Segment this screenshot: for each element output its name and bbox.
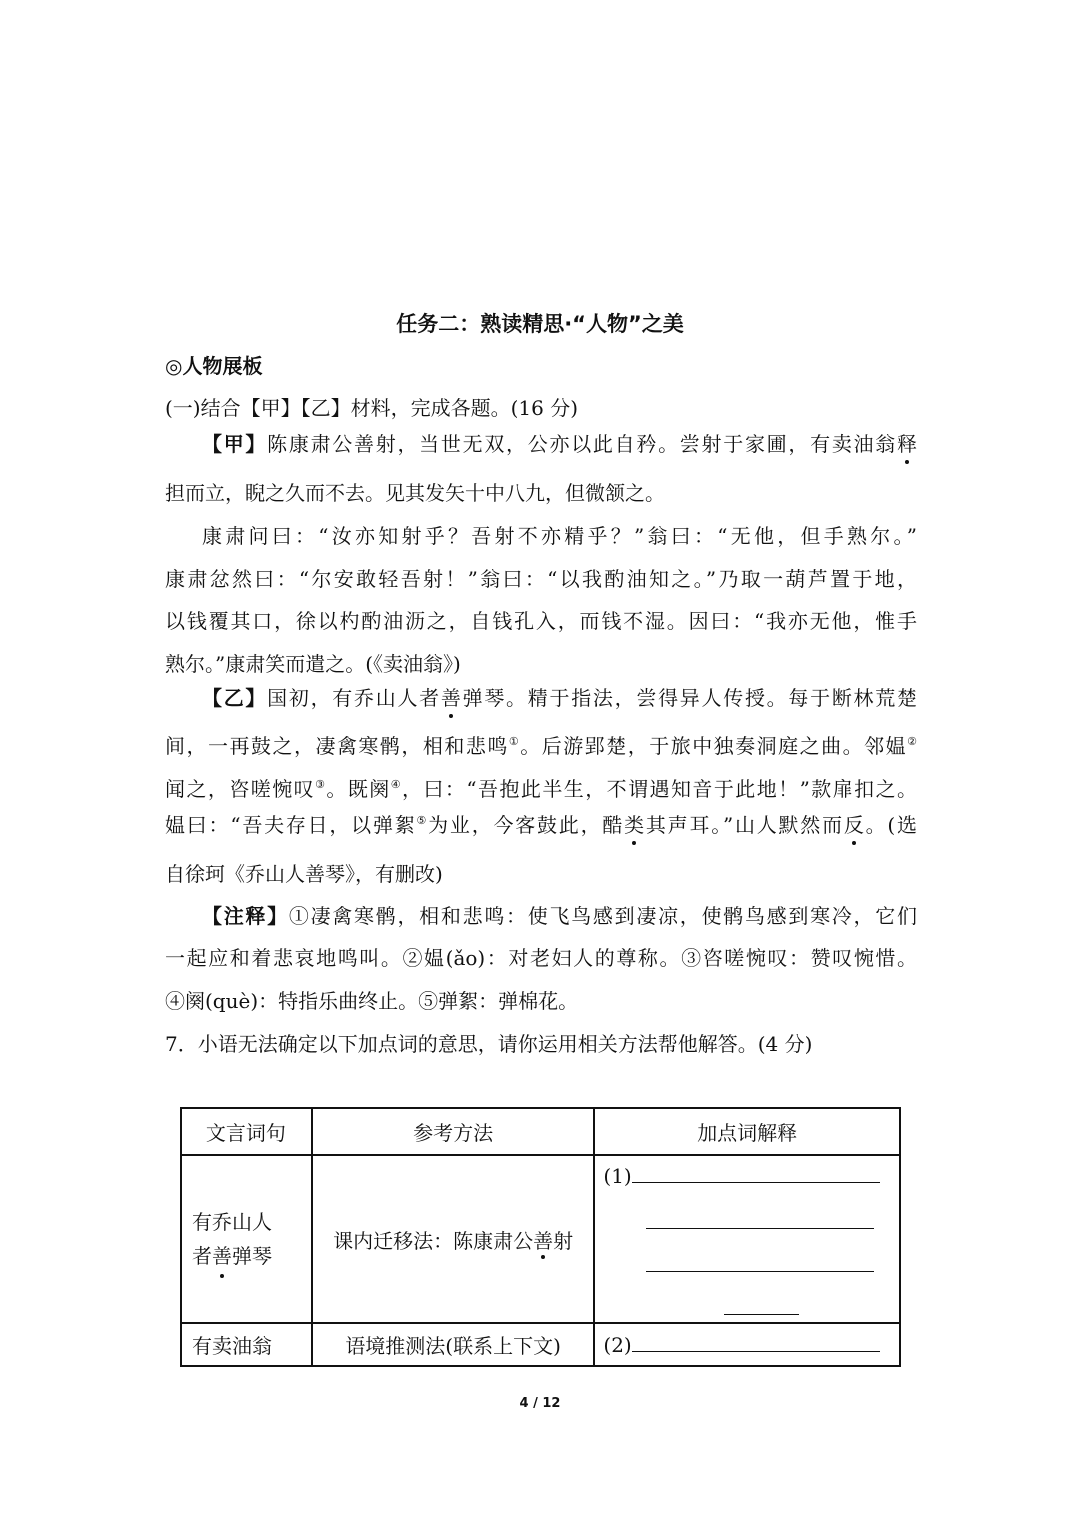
- jia-line-2: 担而立，睨之久而不去。见其发矢十中八九，但微颔之。: [165, 481, 665, 505]
- jia-line-4: 康肃忿然曰：“尔安敢轻吾射！”翁曰：“以我酌油知之。”乃取一葫芦置于地，: [165, 567, 917, 591]
- table-header: 加点词解释: [594, 1108, 900, 1155]
- page-number: 4 / 12: [519, 1396, 561, 1411]
- jia-line-6: 熟尔。”康肃笑而遣之。(《卖油翁》): [165, 652, 461, 676]
- yi-line-5: 自徐珂《乔山人善琴》，有删改): [165, 862, 443, 886]
- notes-line-1: 【注释】①凄禽寒鹘，相和悲鸣：使飞鸟感到凄凉，使鹘鸟感到寒冷，它们: [202, 904, 917, 928]
- answer-table: [180, 1107, 901, 1367]
- yi-line-2: 间，一再鼓之，凄禽寒鹘，相和悲鸣①。后游郢楚，于旅中独奏洞庭之曲。邻媪②: [165, 734, 917, 758]
- jia-line-1: 【甲】陈康肃公善射，当世无双，公亦以此自矜。尝射于家圃，有卖油翁释: [202, 429, 917, 459]
- method-cell: 课内迁移法：陈康肃公善射: [312, 1155, 595, 1323]
- answer-1-line[interactable]: [724, 1314, 799, 1315]
- jia-label: 【甲】: [202, 432, 268, 456]
- phrase-cell: 有卖油翁: [181, 1323, 312, 1366]
- dotted-word: 善: [441, 683, 461, 713]
- yi-label: 【乙】: [202, 686, 268, 710]
- section-heading: ◎人物展板: [165, 354, 263, 378]
- notes-line-2: 一起应和着悲哀地鸣叫。②媪(ǎo)：对老妇人的尊称。③咨嗟惋叹：赞叹惋惜。: [165, 946, 917, 970]
- yi-line-3: 闻之，咨嗟惋叹③。既阕④，曰：“吾抱此半生，不谓遇知音于此地！”款扉扣之。: [165, 777, 918, 801]
- answer-1: (1): [603, 1164, 879, 1188]
- table-header: 参考方法: [312, 1108, 595, 1155]
- question-7: 7．小语无法确定以下加点词的意思，请你运用相关方法帮他解答。(4 分): [165, 1032, 813, 1056]
- task-title: 任务二：熟读精思·“人物”之美: [396, 312, 684, 336]
- jia-line-3: 康肃问曰：“汝亦知射乎？吾射不亦精乎？”翁曰：“无他，但手熟尔。”: [202, 524, 917, 548]
- question-intro: (一)结合【甲】【乙】材料，完成各题。(16 分): [165, 396, 579, 420]
- dotted-word: 善: [212, 1239, 232, 1273]
- notes-label: 【注释】: [202, 904, 289, 928]
- notes-line-3: ④阕(què)：特指乐曲终止。⑤弹絮：弹棉花。: [165, 989, 579, 1013]
- answer-1-line[interactable]: [646, 1271, 874, 1272]
- answer-1-line[interactable]: [632, 1182, 880, 1183]
- dotted-word: 善: [533, 1225, 553, 1254]
- dotted-word: 类: [624, 810, 644, 840]
- yi-line-1: 【乙】国初，有乔山人者善弹琴。精于指法，尝得异人传授。每于断林荒楚: [202, 683, 917, 713]
- dotted-word: 释: [897, 429, 917, 459]
- answer-cell: (2): [594, 1323, 900, 1366]
- answer-cell: [594, 1155, 900, 1323]
- answer-1-line[interactable]: [646, 1228, 874, 1229]
- jia-line-5: 以钱覆其口，徐以杓酌油沥之，自钱孔入，而钱不湿。因曰：“我亦无他，惟手: [165, 609, 917, 633]
- table-row: [181, 1155, 900, 1323]
- table-row: [181, 1323, 900, 1366]
- dotted-word: 反: [844, 810, 864, 840]
- method-cell: 语境推测法(联系上下文): [312, 1323, 595, 1366]
- answer-2-line[interactable]: [632, 1351, 880, 1352]
- table-header: 文言词句: [181, 1108, 312, 1155]
- yi-line-4: 媪曰：“吾夫存日，以弹絮⑤为业，今客鼓此，酷类其声耳。”山人默然而反。(选: [165, 810, 917, 840]
- phrase-cell: 有乔山人 者善弹琴: [181, 1155, 312, 1323]
